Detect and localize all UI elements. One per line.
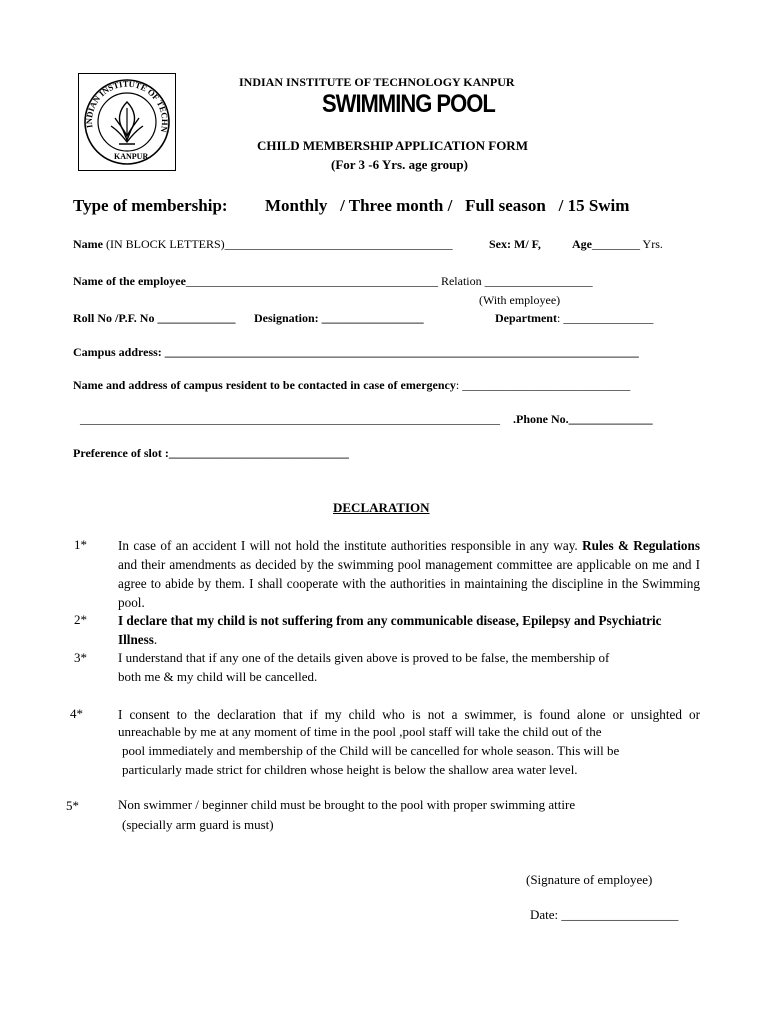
department-field[interactable]: : _______________ <box>556 311 654 325</box>
institute-seal-icon <box>79 74 175 170</box>
item-2-number: 2* <box>74 612 87 627</box>
relation-field[interactable]: Relation __________________ <box>440 274 593 288</box>
membership-options[interactable]: Monthly / Three month / Full season / 15 Swim <box>265 196 630 215</box>
signature-label: (Signature of employee) <box>526 872 653 887</box>
item-4-line-2: unreachable by me at any moment of time in the pool ,pool staff will take the child out of the <box>118 724 602 739</box>
age-label: Age <box>572 237 592 251</box>
item-1-number: 1* <box>74 537 87 552</box>
item-1-rules: Rules & Regulations <box>582 538 700 553</box>
slot-preference-field[interactable]: Preference of slot :______________________________ <box>73 446 349 460</box>
item-4-line-1: I consent to the declaration that if my child who is not a swimmer, is found alone or unsighted or <box>118 707 700 722</box>
institute-name: INDIAN INSTITUTE OF TECHNOLOGY KANPUR <box>239 75 515 89</box>
item-3-line-2: both me & my child will be cancelled. <box>118 669 318 684</box>
phone-field[interactable]: .Phone No.______________ <box>513 412 653 426</box>
emergency-field[interactable]: : ____________________________ <box>455 378 631 392</box>
campus-address-field[interactable]: Campus address: _______________________________________________________________________________ <box>73 345 639 359</box>
item-1-text-a: In case of an accident I will not hold the institute authorities responsible in any way. <box>118 538 583 553</box>
emergency-address-line[interactable]: ______________________________________________________________________ <box>80 412 500 426</box>
item-5-number: 5* <box>66 798 79 813</box>
name-label: Name <box>73 237 103 251</box>
date-field[interactable]: Date: __________________ <box>530 907 679 922</box>
designation-field[interactable]: Designation: _________________ <box>254 311 424 325</box>
form-title: CHILD MEMBERSHIP APPLICATION FORM <box>257 138 528 153</box>
declaration-heading: DECLARATION <box>333 500 430 515</box>
item-4-line-4: particularly made strict for children whose height is below the shallow area water level. <box>122 762 578 777</box>
item-2-period: . <box>153 632 158 647</box>
facility-title: SWIMMING POOL <box>322 89 495 118</box>
item-5-line-2: (specially arm guard is must) <box>122 817 274 832</box>
item-4-number: 4* <box>70 706 83 721</box>
age-field[interactable]: ________ Yrs. <box>592 237 663 251</box>
item-4-line-3: pool immediately and membership of the Child will be cancelled for whole season. This will be <box>122 743 620 758</box>
name-field[interactable]: (IN BLOCK LETTERS)______________________________________ <box>106 237 453 251</box>
item-3-number: 3* <box>74 650 87 665</box>
item-3-line-1: I understand that if any one of the details given above is proved to be false, the membership of <box>118 650 610 665</box>
with-employee-note: (With employee) <box>479 293 561 307</box>
item-2-text: I declare that my child is not suffering from any communicable disease, Epilepsy and Psychiatric Illness <box>118 613 662 647</box>
emergency-label: Name and address of campus resident to be contacted in case of emergency <box>73 378 456 392</box>
employee-field[interactable]: __________________________________________ <box>185 274 438 288</box>
svg-text:KANPUR: KANPUR <box>114 152 149 161</box>
department-label: Department <box>495 311 557 325</box>
sex-field[interactable]: Sex: M/ F, <box>489 237 541 251</box>
svg-text:INDIAN INSTITUTE OF TECHNOLOGY: INDIAN INSTITUTE OF TECHN <box>83 78 171 134</box>
declaration-item-1 <box>118 536 700 612</box>
employee-label: Name of the employee <box>73 274 186 288</box>
institute-seal-frame <box>78 73 176 171</box>
membership-type-label: Type of membership: <box>73 196 228 215</box>
item-1-text-c: and their amendments as decided by the swimming pool management committee are applicable on me and I agree to abide by them. I shall cooperate with the authorities in maintaining the discipline in the Swimming pool. <box>118 557 700 610</box>
roll-field[interactable]: Roll No /P.F. No _____________ <box>73 311 236 325</box>
age-group-note: (For 3 -6 Yrs. age group) <box>331 157 468 172</box>
item-5-line-1: Non swimmer / beginner child must be brought to the pool with proper swimming attire <box>118 797 576 812</box>
declaration-item-2 <box>118 611 700 649</box>
